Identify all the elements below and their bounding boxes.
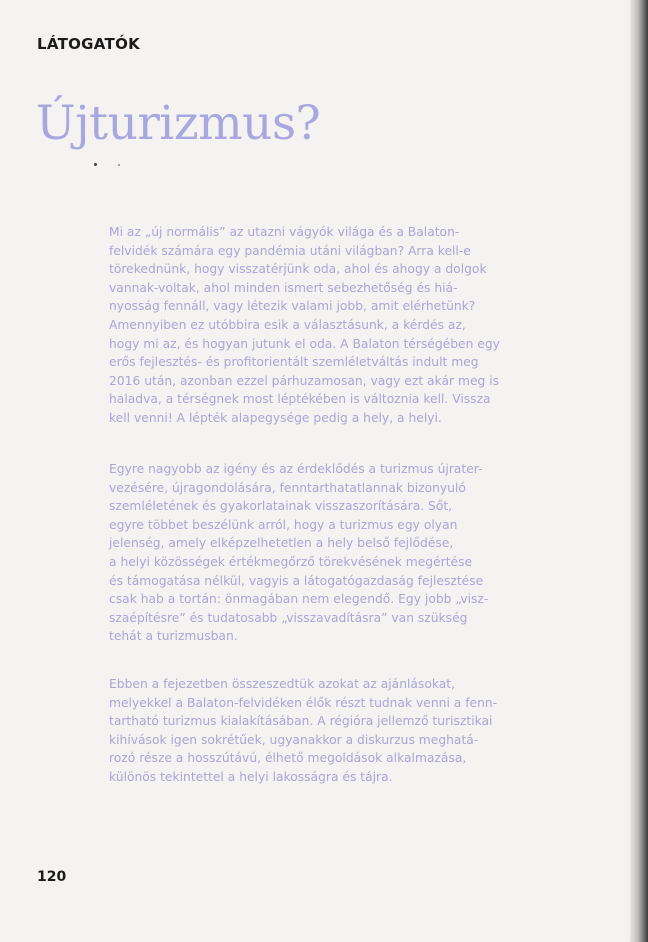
text-line: szaépítésre” és tudatosabb „visszavadításra” van szükség [109, 610, 468, 625]
page-number: 120 [37, 869, 67, 885]
text-line: szemléletének és gyakorlatainak visszaszorítására. Sőt, [109, 499, 453, 514]
text-line: erős fejlesztés- és profitorientált szemléletváltás indult meg [109, 355, 479, 370]
text-line: egyre többet beszélünk arról, hogy a turizmus egy olyan [109, 517, 458, 532]
text-line: haladva, a térségnek most léptékében is változnia kell. Vissza [109, 392, 491, 407]
text-line: vezésére, újragondolására, fenntarthatatlannak bizonyuló [109, 480, 466, 495]
text-line: Ebben a fejezetben összeszedtük azokat az ajánlásokat, [109, 677, 456, 691]
text-line: Amennyiben ez utóbbira esik a választásunk, a kérdés az, [109, 317, 466, 332]
text-line: kell venni! A lépték alapegysége pedig a hely, a helyi. [109, 410, 442, 425]
text-line: melyekkel a Balaton-felvidéken élők részt tudnak venni a fenn- [109, 695, 498, 710]
print-speck [118, 164, 120, 166]
page-title: Újturizmus? [36, 96, 321, 151]
text-line: csak hab a tortán: önmagában nem elegendő. Egy jobb „visz- [109, 592, 489, 607]
text-line: 2016 után, azonban ezzel párhuzamosan, vagy ezt akár meg is [109, 373, 500, 388]
text-line: törekednünk, hogy visszatérjünk oda, ahol és ahogy a dolgok [109, 262, 487, 277]
text-line: nyosság fennáll, vagy létezik valami jobb, amit elérhetünk? [109, 299, 476, 314]
paragraph-2 [109, 460, 554, 646]
text-line: jelenség, amely elképzelhetetlen a hely belső fejlődése, [109, 536, 454, 551]
text-line: rozó része a hosszútávú, élhető megoldások alkalmazása, [109, 751, 467, 766]
text-line: és támogatása nélkül, vagyis a látogatógazdaság fejlesztése [109, 573, 484, 588]
text-line: Mi az „új normális” az utazni vágyók világa és a Balaton- [109, 225, 460, 239]
paragraph-3 [109, 675, 554, 787]
paragraph-1 [109, 223, 554, 428]
text-line: tehát a turizmusban. [109, 629, 238, 644]
text-line: a helyi közösségek értékmegőrző törekvésének megértése [109, 554, 473, 569]
text-line: felvidék számára egy pandémia utáni világban? Arra kell-e [109, 243, 471, 258]
text-line: tartható turizmus kialakításában. A régióra jellemző turisztikai [109, 714, 493, 729]
page-binding-shadow [630, 0, 648, 942]
text-line: vannak-voltak, ahol minden ismert sebezhetőség és hiá- [109, 280, 458, 295]
text-line: hogy mi az, és hogyan jutunk el oda. A Balaton térségében egy [109, 336, 500, 351]
text-line: kihívások igen sokrétűek, ugyanakkor a diskurzus meghatá- [109, 732, 479, 747]
section-label: LÁTOGATÓK [37, 35, 141, 53]
text-line: különös tekintettel a helyi lakosságra és tájra. [109, 769, 393, 784]
text-line: Egyre nagyobb az igény és az érdeklődés a turizmus újrater- [109, 462, 483, 476]
print-speck [94, 163, 97, 166]
